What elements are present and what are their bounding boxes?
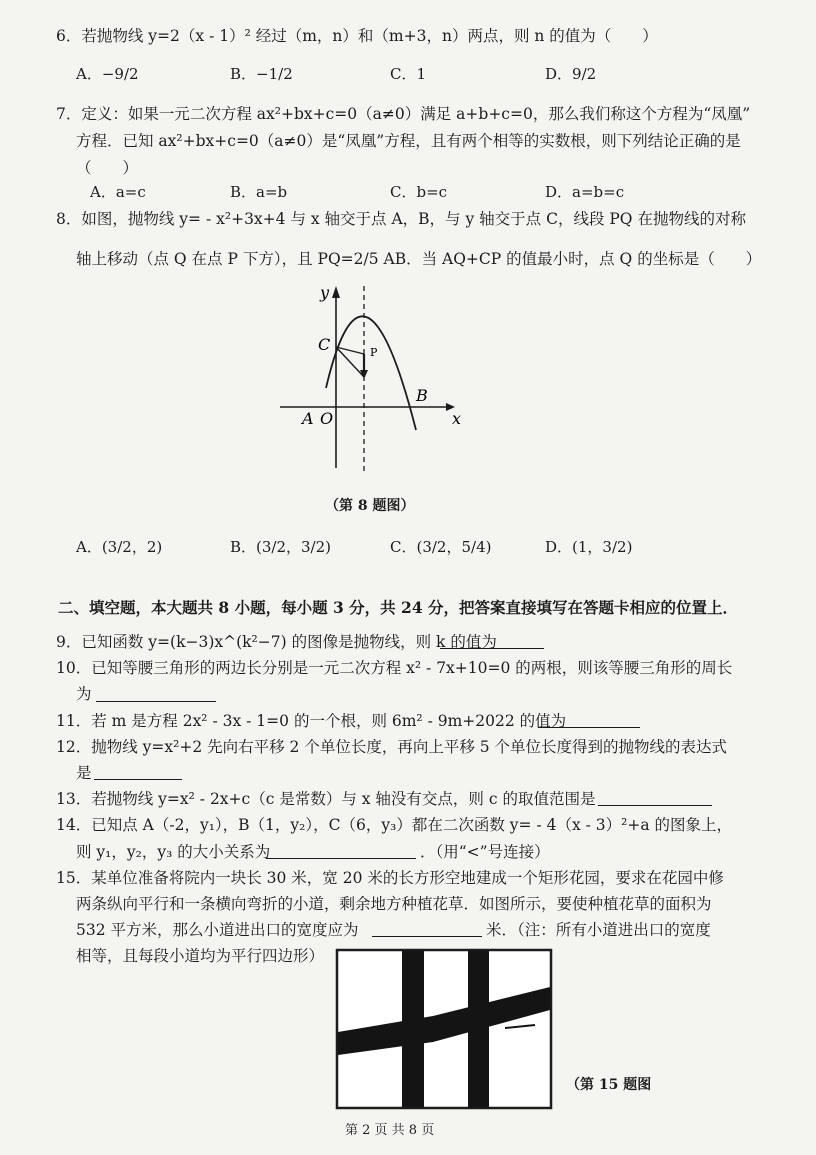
q7-option-a: A．a=c [90, 183, 146, 201]
q8-option-d: D．(1，3/2) [545, 538, 633, 556]
q13-stem: 13．若抛物线 y=x² - 2x+c（c 是常数）与 x 轴没有交点，则 c 的取值范围是 [56, 790, 596, 808]
section-2-header: 二、填空题，本大题共 8 小题，每小题 3 分，共 24 分，把答案直接填写在答题卡相应的位置上． [58, 598, 739, 617]
label-o: O [320, 409, 334, 428]
q14-line2a: 则 y₁，y₂，y₃ 的大小关系为 [76, 843, 271, 861]
q8-option-a: A．(3/2，2) [76, 538, 163, 556]
label-y: y [320, 283, 330, 302]
q15-line4: 相等，且每段小道均为平行四边形） [76, 947, 325, 965]
label-c: C [318, 335, 331, 354]
q12-line1: 12．抛物线 y=x²+2 先向右平移 2 个单位长度，再向上平移 5 个单位长度得到的抛物线的表达式 [56, 738, 728, 756]
q11-answer-blank [538, 727, 640, 728]
parabola-curve [326, 316, 416, 430]
q8-line2: 轴上移动（点 Q 在点 P 下方），且 PQ=2/5 AB．当 AQ+CP 的值最小时，点 Q 的坐标是（ ） [76, 250, 762, 268]
q12-answer-blank [94, 779, 182, 780]
q14-line2b: ．（用“<”号连接） [420, 843, 550, 861]
label-a: A [302, 409, 314, 428]
q14-line1: 14．已知点 A（-2，y₁），B（1，y₂），C（6，y₃）都在二次函数 y= - 4（x - 3）²+a 的图象上， [56, 816, 733, 834]
q9-answer-blank [440, 648, 544, 649]
q7-option-c: C．b=c [390, 183, 448, 201]
q8-option-c: C．(3/2，5/4) [390, 538, 492, 556]
q8-caption: （第 8 题图） [325, 498, 415, 514]
segment-cq [336, 347, 364, 377]
q10-answer-blank [96, 701, 216, 702]
q6-option-c: C．1 [390, 65, 427, 83]
label-x: x [452, 409, 462, 428]
q8-option-b: B．(3/2，3/2) [230, 538, 332, 556]
q10-line2: 为 [76, 685, 92, 703]
q8-line1: 8．如图，抛物线 y= - x²+3x+4 与 x 轴交于点 A，B，与 y 轴交于点 C，线段 PQ 在抛物线的对称 [56, 210, 746, 228]
q15-line3b: 米．（注：所有小道进出口的宽度 [486, 921, 711, 939]
q15-line1: 15．某单位准备将院内一块长 30 米，宽 20 米的长方形空地建成一个矩形花园，要求在花园中修 [56, 869, 724, 887]
q9-stem: 9．已知函数 y=(k−3)x^(k²−7) 的图像是抛物线，则 k 的值为 [56, 633, 497, 651]
q6-option-a: A．−9/2 [76, 65, 139, 83]
q15-garden-figure [335, 948, 555, 1113]
q8-parabola-figure [270, 278, 470, 478]
q6-stem: 6．若抛物线 y=2（x - 1）² 经过（m，n）和（m+3，n）两点，则 n 的值为（ ） [56, 27, 658, 45]
q15-line3a: 532 平方米，那么小道进出口的宽度应为 [76, 921, 359, 939]
q15-line2: 两条纵向平行和一条横向弯折的小道，剩余地方种植花草．如图所示，要使种植花草的面积为 [76, 895, 712, 913]
q7-option-b: B．a=b [230, 183, 288, 201]
q10-line1: 10．已知等腰三角形的两边长分别是一元二次方程 x² - 7x+10=0 的两根，则该等腰三角形的周长 [56, 659, 733, 677]
q11-stem: 11．若 m 是方程 2x² - 3x - 1=0 的一个根，则 6m² - 9m+2022 的值为 [56, 712, 567, 730]
q7-option-d: D．a=b=c [545, 183, 625, 201]
q14-answer-blank [266, 858, 416, 859]
label-p: P [370, 346, 378, 359]
q6-option-d: D．9/2 [545, 65, 597, 83]
q13-answer-blank [598, 805, 712, 806]
page-footer: 第 2 页 共 8 页 [345, 1123, 435, 1138]
y-axis-arrow [332, 286, 340, 298]
q7-line1: 7．定义：如果一元二次方程 ax²+bx+c=0（a≠0）满足 a+b+c=0，那么我们称这个方程为“凤凰” [56, 105, 751, 123]
q15-caption: （第 15 题图 [566, 1077, 652, 1093]
q7-line2: 方程．已知 ax²+bx+c=0（a≠0）是“凤凰”方程，且有两个相等的实数根，则下列结论正确的是 [76, 132, 741, 150]
q12-line2: 是 [76, 764, 92, 782]
q6-option-b: B．−1/2 [230, 65, 293, 83]
q15-answer-blank [372, 936, 482, 937]
q7-line3: （ ） [76, 159, 139, 177]
label-b: B [416, 386, 428, 405]
